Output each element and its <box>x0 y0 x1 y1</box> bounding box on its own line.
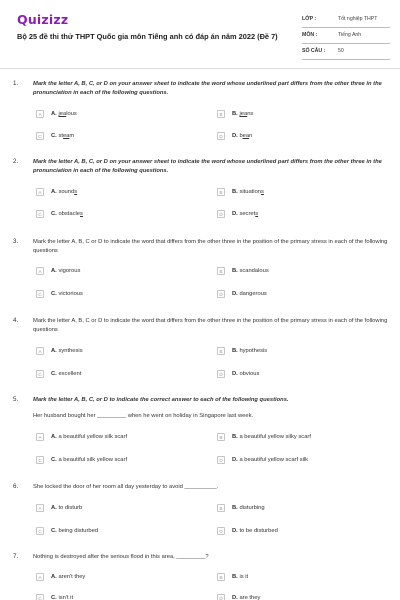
option-letter-box: C <box>36 210 44 218</box>
question-text: Mark the letter A, B, C, or D to indicate the correct answer to each of the following questions. <box>33 397 289 403</box>
option-letter-box: B <box>217 433 225 441</box>
option-letter-box: A <box>36 267 44 275</box>
question-text: Mark the letter A, B, C or D to indicate the word that differs from the other three in the position of the primary stress in each of the following questions <box>33 318 388 333</box>
meta-label: MÔN : <box>302 32 318 38</box>
option-letter-box: D <box>217 456 225 464</box>
underlined-part: s <box>80 211 83 217</box>
page-header <box>0 0 400 66</box>
option-letter-box: B <box>217 188 225 196</box>
underlined-part: s <box>261 189 264 195</box>
question-number: 2. <box>13 158 19 165</box>
option-letter-box: D <box>217 210 225 218</box>
option-letter-box: A <box>36 188 44 196</box>
option-letter-box: C <box>36 456 44 464</box>
question-text: Mark the letter A, B, C, or D on your answer sheet to indicate the word whose underlined part differs from the other three in the pronunciation in each of the following questions. <box>33 159 382 174</box>
question-number: 1. <box>13 80 19 87</box>
question-text: Mark the letter A, B, C, or D on your answer sheet to indicate the word whose underlined part differs from the other three in the pronunciation in each of the following questions. <box>33 81 382 96</box>
underlined-part: s <box>255 211 259 217</box>
option-letter-box: B <box>217 573 225 581</box>
meta-label: SỐ CÂU : <box>302 48 326 54</box>
option-letter-box: A <box>36 110 44 118</box>
question-number: 4. <box>13 317 19 324</box>
option-letter-box: B <box>217 347 225 355</box>
option-letter-box: B <box>217 110 225 118</box>
header-divider <box>0 68 400 69</box>
meta-table <box>302 12 390 60</box>
meta-value: Tiếng Anh <box>338 32 362 38</box>
option-letter-box: D <box>217 527 225 535</box>
question-text: Mark the letter A, B, C or D to indicate the word that differs from the other three in the position of the primary stress in each of the following questions <box>33 239 388 254</box>
option-letter-box: C <box>36 527 44 535</box>
underlined-part: ea <box>62 133 70 139</box>
underlined-part: jea <box>58 111 67 117</box>
meta-value: Tốt nghiệp THPT <box>338 16 378 22</box>
meta-row-class <box>302 12 390 28</box>
question-number: 6. <box>13 483 19 490</box>
option-letter-box: C <box>36 370 44 378</box>
option-letter-box: A <box>36 504 44 512</box>
option-letter-box: D <box>217 594 225 600</box>
meta-value: 50 <box>338 48 344 54</box>
meta-row-subject <box>302 28 390 44</box>
option-letter-box: B <box>217 504 225 512</box>
meta-label: LỚP : <box>302 16 317 22</box>
question-number: 7. <box>13 553 19 560</box>
underlined-part: jea <box>239 111 248 117</box>
question-text: She locked the door of her room all day yesterday to avoid __________. <box>33 484 219 490</box>
option-letter-box: C <box>36 290 44 298</box>
document-title: Bộ 25 đề thi thử THPT Quốc gia môn Tiếng anh có đáp án năm 2022 (Đề 7) <box>17 32 278 41</box>
option-letter-box: B <box>217 267 225 275</box>
option-letter-box: D <box>217 290 225 298</box>
option-letter-box: A <box>36 433 44 441</box>
question-number: 5. <box>13 396 19 403</box>
option-letter-box: C <box>36 132 44 140</box>
underlined-part: ea <box>242 133 250 139</box>
option-letter-box: D <box>217 132 225 140</box>
option-letter-box: C <box>36 594 44 600</box>
question-text: Nothing is destroyed after the serious flood in this area, _________? <box>33 554 209 560</box>
option-letter-box: D <box>217 370 225 378</box>
meta-row-count <box>302 44 390 60</box>
question-sentence: Her husband bought her _________ when he went on holiday in Singapore last week. <box>33 413 254 419</box>
question-number: 3. <box>13 238 19 245</box>
option-letter-box: A <box>36 347 44 355</box>
underlined-part: s <box>74 189 78 195</box>
option-letter-box: A <box>36 573 44 581</box>
quizizz-logo[interactable]: Quizizz <box>17 12 69 27</box>
